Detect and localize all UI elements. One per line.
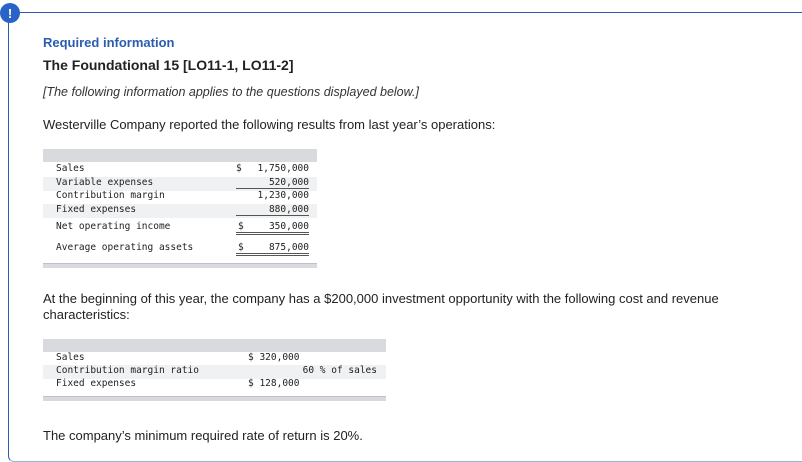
row-label: Sales <box>56 163 85 174</box>
row-value: 350,000 <box>236 221 309 235</box>
table-header-bar <box>43 149 317 162</box>
table-footer-bar <box>43 396 386 401</box>
row-label: Variable expenses <box>56 177 154 188</box>
results-table <box>43 149 317 270</box>
row-value: 1,230,000 <box>257 190 309 201</box>
table-row <box>43 221 317 235</box>
table-row <box>43 378 386 392</box>
row-label: Contribution margin ratio <box>56 365 199 376</box>
alert-icon: ! <box>0 3 20 23</box>
row-value: 880,000 <box>236 204 309 216</box>
problem-title: The Foundational 15 [LO11-1, LO11-2] <box>43 57 294 73</box>
row-value: 1,750,000 <box>257 163 309 174</box>
row-label: Average operating assets <box>56 242 194 253</box>
row-label: Fixed expenses <box>56 378 137 389</box>
table-row <box>43 190 317 204</box>
required-information-heading: Required information <box>43 35 175 50</box>
opportunity-table <box>43 339 386 402</box>
row-label: Contribution margin <box>56 190 165 201</box>
table-row <box>43 204 317 218</box>
row-label: Net operating income <box>56 221 171 232</box>
row-label: Sales <box>56 352 85 363</box>
row-label: Fixed expenses <box>56 204 137 215</box>
table-row <box>43 177 317 191</box>
applies-note: [The following information applies to the questions displayed below.] <box>43 85 419 99</box>
opportunity-text: At the beginning of this year, the company has a $200,000 investment opportunity with the following cost and revenue characteristics: <box>43 291 719 322</box>
table-row <box>43 242 317 256</box>
row-value: 520,000 <box>236 177 309 189</box>
table-row <box>43 163 317 177</box>
intro-text: Westerville Company reported the following results from last year’s operations: <box>43 117 496 132</box>
row-value: 875,000 <box>236 242 309 256</box>
table-row <box>43 365 386 379</box>
row-currency: $ <box>236 163 242 174</box>
row-currency: $ <box>238 242 244 253</box>
table-footer-bar <box>43 263 317 268</box>
closing-text: The company’s minimum required rate of return is 20%. <box>43 428 363 443</box>
row-value: $ 320,000 <box>248 352 300 363</box>
row-value: $ 128,000 <box>248 378 300 389</box>
row-value: 60 % of sales <box>302 365 377 376</box>
table-header-bar <box>43 339 386 352</box>
row-currency: $ <box>238 221 244 232</box>
table-row <box>43 352 386 366</box>
